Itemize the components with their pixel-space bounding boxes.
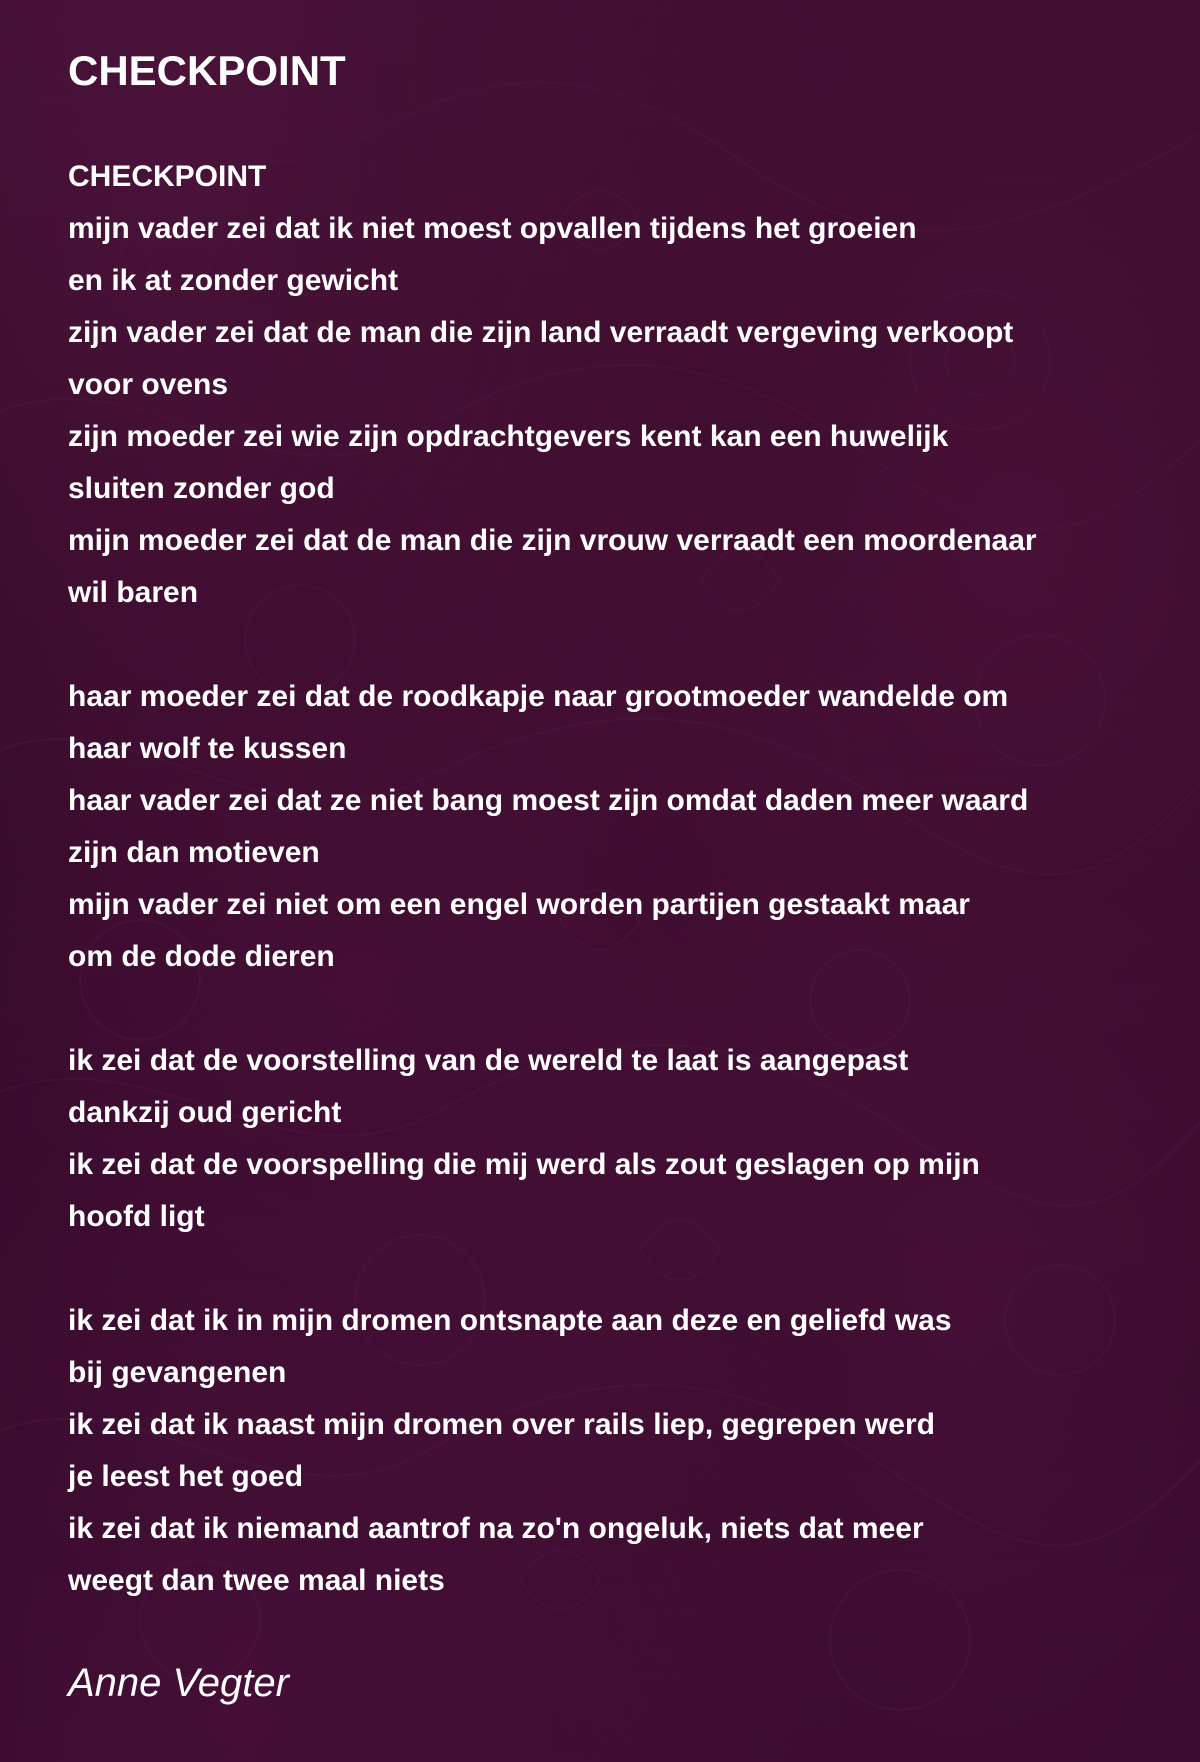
stanza-break xyxy=(68,619,1168,671)
poem-line: en ik at zonder gewicht xyxy=(68,264,399,297)
poem-line: ik zei dat ik niemand aantrof na zo'n ongeluk, niets dat meer xyxy=(68,1512,924,1545)
poem-line: ik zei dat ik naast mijn dromen over rails liep, gegrepen werd xyxy=(68,1408,935,1441)
poem-line: dankzij oud gericht xyxy=(68,1096,342,1129)
poem-line: zijn moeder zei wie zijn opdrachtgevers kent kan een huwelijk xyxy=(68,420,949,453)
poem-line: bij gevangenen xyxy=(68,1356,287,1389)
stanza-break xyxy=(68,1243,1168,1295)
poem-line: zijn dan motieven xyxy=(68,836,320,869)
poem-line: sluiten zonder god xyxy=(68,472,335,505)
poem-line: mijn vader zei dat ik niet moest opvallen tijdens het groeien xyxy=(68,212,917,245)
poem-author: Anne Vegter xyxy=(68,1661,289,1705)
poem-heading: CHECKPOINT xyxy=(68,160,267,193)
poem-line: haar vader zei dat ze niet bang moest zijn omdat daden meer waard xyxy=(68,784,1029,817)
poem-line: haar wolf te kussen xyxy=(68,732,347,765)
poem-line: ik zei dat de voorstelling van de wereld te laat is aangepast xyxy=(68,1044,909,1077)
poem-line: wil baren xyxy=(68,576,199,609)
poem-line: ik zei dat ik in mijn dromen ontsnapte aan deze en geliefd was xyxy=(68,1304,952,1337)
poem-line: haar moeder zei dat de roodkapje naar grootmoeder wandelde om xyxy=(68,680,1009,713)
poem-line: zijn vader zei dat de man die zijn land verraadt vergeving verkoopt xyxy=(68,316,1014,349)
poem-body xyxy=(68,151,1168,1607)
poem-line: je leest het goed xyxy=(68,1460,304,1493)
poem-line: mijn moeder zei dat de man die zijn vrouw verraadt een moordenaar xyxy=(68,524,1037,557)
poem-line: mijn vader zei niet om een engel worden partijen gestaakt maar xyxy=(68,888,970,921)
poem-line: weegt dan twee maal niets xyxy=(68,1564,445,1597)
stanza-break xyxy=(68,983,1168,1035)
poem-line: om de dode dieren xyxy=(68,940,335,973)
poem-line: voor ovens xyxy=(68,368,229,401)
page-title: CHECKPOINT xyxy=(68,47,346,94)
poem-line: ik zei dat de voorspelling die mij werd als zout geslagen op mijn xyxy=(68,1148,980,1181)
poem-line: hoofd ligt xyxy=(68,1200,205,1233)
